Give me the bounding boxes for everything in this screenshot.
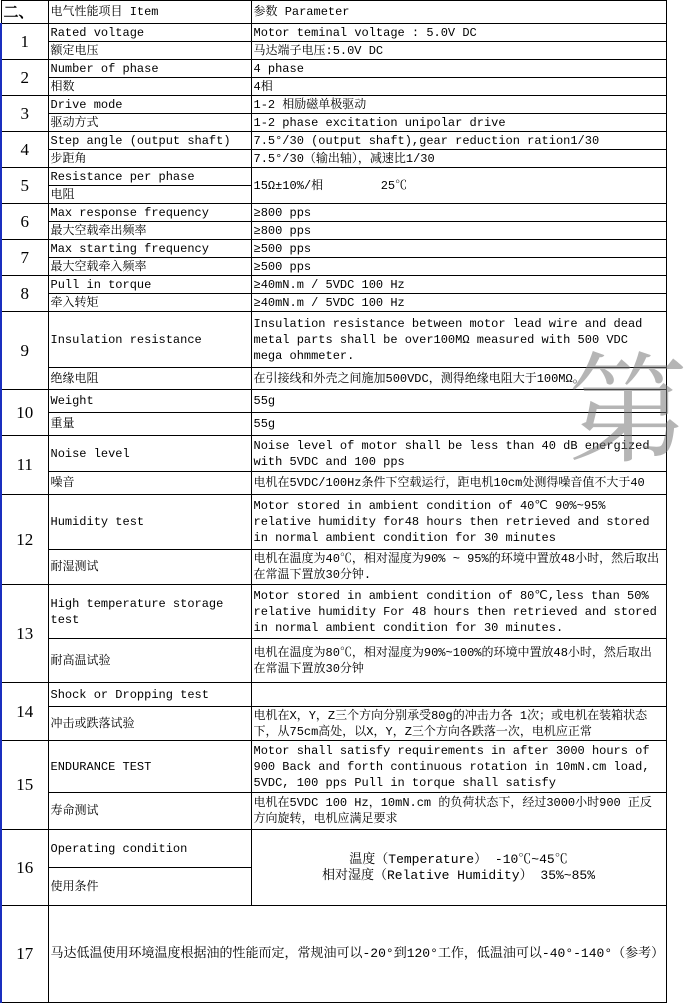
table-row bbox=[1, 132, 666, 150]
parameter-value: 55g bbox=[251, 390, 666, 413]
table-row bbox=[1, 906, 666, 1003]
row-number: 16 bbox=[1, 830, 48, 906]
table-row bbox=[1, 312, 666, 368]
row-number: 13 bbox=[1, 585, 48, 683]
item-label: Weight bbox=[48, 390, 251, 413]
item-label: 绝缘电阻 bbox=[48, 368, 251, 390]
item-label: Operating condition bbox=[48, 830, 251, 868]
table-row bbox=[1, 550, 666, 585]
item-label: 冲击或跌落试验 bbox=[48, 707, 251, 741]
parameter-value: Motor stored in ambient condition of 40℃ 90%~95% relative humidity for48 hours then retrieved and stored in normal ambient condition for 30 minutes bbox=[251, 495, 666, 550]
table-row bbox=[1, 168, 666, 186]
table-header-row bbox=[1, 1, 666, 24]
parameter-value bbox=[251, 683, 666, 707]
table-row bbox=[1, 390, 666, 413]
row-number: 7 bbox=[1, 240, 48, 276]
item-label: Humidity test bbox=[48, 495, 251, 550]
table-row bbox=[1, 639, 666, 683]
parameter-value: 15Ω±10%/相 25℃ bbox=[251, 168, 666, 204]
row-number: 3 bbox=[1, 96, 48, 132]
parameter-value: ≥500 pps bbox=[251, 240, 666, 258]
table-row bbox=[1, 368, 666, 390]
item-label: Number of phase bbox=[48, 60, 251, 78]
row-number: 8 bbox=[1, 276, 48, 312]
row-number: 5 bbox=[1, 168, 48, 204]
row-number: 15 bbox=[1, 741, 48, 830]
item-label: Max starting frequency bbox=[48, 240, 251, 258]
parameter-value: 电机在温度为80℃，相对湿度为90%~100%的环境中置放48小时，然后取出在常温下置放30分钟 bbox=[251, 639, 666, 683]
row-number: 1 bbox=[1, 24, 48, 60]
parameter-value: ≥500 pps bbox=[251, 258, 666, 276]
item-label: 使用条件 bbox=[48, 868, 251, 906]
table-row bbox=[1, 240, 666, 258]
parameter-value: ≥800 pps bbox=[251, 222, 666, 240]
item-label: Noise level bbox=[48, 436, 251, 472]
parameter-value: Motor stored in ambient condition of 80℃,less than 50% relative humidity For 48 hours then retrieved and stored in normal ambient condition for 30 minutes. bbox=[251, 585, 666, 639]
row-number: 4 bbox=[1, 132, 48, 168]
row-number: 11 bbox=[1, 436, 48, 495]
item-label: 牵入转矩 bbox=[48, 294, 251, 312]
watermark: 第 bbox=[568, 342, 688, 481]
item-label: 驱动方式 bbox=[48, 114, 251, 132]
table-row bbox=[1, 585, 666, 639]
row-number: 9 bbox=[1, 312, 48, 390]
row-note: 马达低温使用环境温度根据油的性能而定，常规油可以-20°到120°工作，低温油可以-40°-140°（参考） bbox=[48, 906, 666, 1003]
parameter-value: 55g bbox=[251, 413, 666, 436]
item-label: Resistance per phase bbox=[48, 168, 251, 186]
item-label: ENDURANCE TEST bbox=[48, 741, 251, 793]
table-row bbox=[1, 707, 666, 741]
item-label: Max response frequency bbox=[48, 204, 251, 222]
header-parameter: 参数 Parameter bbox=[251, 1, 666, 24]
row-number: 10 bbox=[1, 390, 48, 436]
parameter-value: Insulation resistance between motor lead wire and dead metal parts shall be over100MΩ measured with 500 VDC mega ohmmeter. bbox=[251, 312, 666, 368]
parameter-value: Noise level of motor shall be less than 40 dB energized with 5VDC and 100 pps bbox=[251, 436, 666, 472]
item-label: 相数 bbox=[48, 78, 251, 96]
item-label: 耐高温试验 bbox=[48, 639, 251, 683]
parameter-value: 7.5°/30（输出轴），减速比1/30 bbox=[251, 150, 666, 168]
item-label: Rated voltage bbox=[48, 24, 251, 42]
parameter-value: 4 phase bbox=[251, 60, 666, 78]
item-label: Step angle (output shaft) bbox=[48, 132, 251, 150]
header-item: 电气性能项目 Item bbox=[48, 1, 251, 24]
row-number: 14 bbox=[1, 683, 48, 741]
table-row bbox=[1, 204, 666, 222]
table-row bbox=[1, 413, 666, 436]
parameter-value: 电机在X，Y，Z三个方向分别承受80g的冲击力各 1次；或电机在装箱状态下，从75cm高处，以X，Y，Z三个方向各跌落一次，电机应正常 bbox=[251, 707, 666, 741]
parameter-value: ≥40mN.m / 5VDC 100 Hz bbox=[251, 276, 666, 294]
item-label: 最大空载牵出频率 bbox=[48, 222, 251, 240]
row-number: 2 bbox=[1, 60, 48, 96]
parameter-value: 7.5°/30 (output shaft),gear reduction ration1/30 bbox=[251, 132, 666, 150]
table-row bbox=[1, 114, 666, 132]
item-label: 最大空载牵入频率 bbox=[48, 258, 251, 276]
parameter-value: 在引接线和外壳之间施加500VDC，测得绝缘电阻大于100MΩ。 bbox=[251, 368, 666, 390]
row-number: 17 bbox=[1, 906, 48, 1003]
parameter-value: Motor shall satisfy requirements in after 3000 hours of 900 Back and forth continuous rotation in 10mN.cm load, 5VDC, 100 pps Pull in torque shall satisfy bbox=[251, 741, 666, 793]
parameter-value: ≥800 pps bbox=[251, 204, 666, 222]
item-label: High temperature storage test bbox=[48, 585, 251, 639]
item-label: Drive mode bbox=[48, 96, 251, 114]
parameter-value: 1-2 phase excitation unipolar drive bbox=[251, 114, 666, 132]
parameter-value: Motor teminal voltage : 5.0V DC bbox=[251, 24, 666, 42]
parameter-line: 温度（Temperature） -10℃~45℃ bbox=[349, 851, 568, 867]
item-label: 寿命测试 bbox=[48, 793, 251, 830]
item-label: 电阻 bbox=[48, 186, 251, 204]
parameter-value: 4相 bbox=[251, 78, 666, 96]
item-label: Pull in torque bbox=[48, 276, 251, 294]
item-label: 噪音 bbox=[48, 472, 251, 495]
item-label: 重量 bbox=[48, 413, 251, 436]
table-row bbox=[1, 683, 666, 707]
table-row bbox=[1, 258, 666, 276]
parameter-value: 电机在温度为40℃，相对湿度为90% ~ 95%的环境中置放48小时，然后取出在常温下置放30分钟. bbox=[251, 550, 666, 585]
row-number: 12 bbox=[1, 495, 48, 585]
item-label: Insulation resistance bbox=[48, 312, 251, 368]
parameter-value: 电机在5VDC/100Hz条件下空载运行，距电机10cm处测得噪音值不大于40 bbox=[251, 472, 666, 495]
item-label: 额定电压 bbox=[48, 42, 251, 60]
table-row bbox=[1, 222, 666, 240]
item-label: 步距角 bbox=[48, 150, 251, 168]
table-row bbox=[1, 276, 666, 294]
table-row bbox=[1, 60, 666, 78]
row-number: 6 bbox=[1, 204, 48, 240]
table-row bbox=[1, 741, 666, 793]
table-row bbox=[1, 472, 666, 495]
table-row bbox=[1, 96, 666, 114]
table-row bbox=[1, 495, 666, 550]
parameter-value: 电机在5VDC 100 Hz，10mN.cm 的负荷状态下，经过3000小时900 正反方向旋转，电机应满足要求 bbox=[251, 793, 666, 830]
section-number: 二、 bbox=[1, 1, 48, 24]
parameter-line: 相对湿度（Relative Humidity） 35%~85% bbox=[321, 867, 596, 883]
item-label: 耐湿测试 bbox=[48, 550, 251, 585]
table-row bbox=[1, 294, 666, 312]
table-row bbox=[1, 830, 666, 868]
table-row bbox=[1, 793, 666, 830]
table-row bbox=[1, 78, 666, 96]
table-row bbox=[1, 436, 666, 472]
table-row bbox=[1, 150, 666, 168]
parameter-value: 马达端子电压:5.0V DC bbox=[251, 42, 666, 60]
table-row bbox=[1, 42, 666, 60]
table-row bbox=[1, 24, 666, 42]
parameter-value: 1-2 相励磁单极驱动 bbox=[251, 96, 666, 114]
item-label: Shock or Dropping test bbox=[48, 683, 251, 707]
parameter-value: ≥40mN.m / 5VDC 100 Hz bbox=[251, 294, 666, 312]
parameter-value bbox=[251, 830, 666, 906]
